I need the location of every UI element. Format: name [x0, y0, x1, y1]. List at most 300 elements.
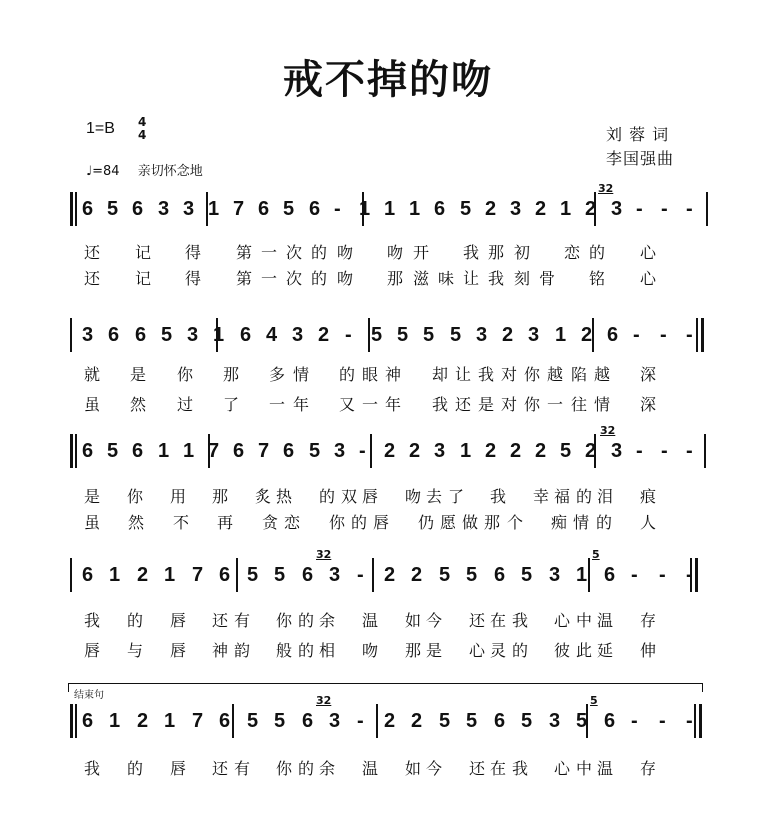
lyric-char: 唇 [170, 759, 187, 778]
bar-line [368, 318, 370, 352]
note: 5 [439, 710, 451, 732]
bar-line [695, 558, 698, 592]
lyric-char: 记 [135, 243, 152, 262]
extension-dash: - [636, 440, 643, 462]
grace-note-mark: 5 [590, 694, 598, 707]
note: 6 [309, 198, 321, 220]
note: 6 [607, 324, 619, 346]
bar-line [232, 704, 234, 738]
lyric-char: 在 [490, 611, 507, 630]
composer-credit: 李国强曲 [606, 149, 675, 168]
lyric-char: 中 [576, 611, 593, 630]
lyric-char: 情 [594, 395, 611, 414]
extension-dash: - [633, 324, 640, 346]
lyric-char: 的 [589, 243, 606, 262]
note: 2 [535, 440, 547, 462]
lyric-char: 泪 [597, 487, 614, 506]
lyric-char: 就 [84, 365, 101, 384]
lyric-char: 有 [234, 759, 251, 778]
lyric-char: 你 [276, 759, 293, 778]
expression-text: 亲切怀念地 [137, 164, 203, 179]
note: 6 [82, 198, 94, 220]
lyric-char: 中 [576, 759, 593, 778]
note: 1 [384, 198, 396, 220]
note: 5 [274, 710, 286, 732]
grace-note-mark: 5 [592, 548, 600, 561]
ending-label: 结束句 [74, 690, 104, 701]
lyric-char: 唇 [362, 487, 379, 506]
grace-note-mark: 32 [600, 424, 616, 437]
lyric-char: 存 [640, 611, 657, 630]
lyric-char: 年 [293, 395, 310, 414]
lyric-char: 我 [512, 611, 529, 630]
extension-dash: - [686, 440, 693, 462]
lyric-char: 的 [319, 487, 336, 506]
bar-line [592, 318, 594, 352]
score-system-4 [0, 548, 776, 596]
note: 5 [107, 440, 119, 462]
note: 1 [409, 198, 421, 220]
note: 6 [604, 710, 616, 732]
lyric-char: 是 [426, 641, 443, 660]
lyric-char: 你 [127, 487, 144, 506]
note: 6 [82, 564, 94, 586]
bar-line [696, 318, 698, 352]
time-signature [138, 116, 146, 142]
lyric-char: 记 [135, 269, 152, 288]
lyric-char: 还 [212, 611, 229, 630]
extension-dash: - [660, 324, 667, 346]
lyric-char: 愿 [440, 513, 457, 532]
lyric-line [0, 242, 776, 266]
extension-dash: - [631, 564, 638, 586]
bar-line [70, 192, 73, 226]
lyric-char: 吻 [337, 243, 354, 262]
lyric-char: 那 [488, 243, 505, 262]
lyric-char: 温 [597, 611, 614, 630]
note: 5 [450, 324, 462, 346]
lyric-char: 第 [236, 243, 253, 262]
bar-line [75, 434, 77, 468]
lyric-char: 过 [177, 395, 194, 414]
note: 6 [233, 440, 245, 462]
time-signature-top: 4 [138, 115, 147, 129]
lyric-char: 贪 [262, 513, 279, 532]
lyric-char: 深 [640, 365, 657, 384]
lyric-char: 延 [597, 641, 614, 660]
lyric-char: 伸 [640, 641, 657, 660]
lyric-char: 的 [298, 611, 315, 630]
bar-line [70, 558, 72, 592]
lyric-char: 你 [524, 365, 541, 384]
lyric-char: 那 [212, 487, 229, 506]
note: 1 [109, 710, 121, 732]
lyric-char: 的 [298, 641, 315, 660]
note: 3 [549, 564, 561, 586]
note: 4 [266, 324, 278, 346]
extension-dash: - [357, 710, 364, 732]
note: 1 [555, 324, 567, 346]
lyric-char: 相 [319, 641, 336, 660]
lyric-char: 那 [223, 365, 240, 384]
lyric-char: 福 [554, 487, 571, 506]
bar-line [699, 704, 702, 738]
note: 6 [302, 710, 314, 732]
lyric-char: 用 [170, 487, 187, 506]
lyric-line [0, 640, 776, 664]
ending-bracket [68, 683, 703, 692]
lyric-char: 了 [223, 395, 240, 414]
lyric-char: 我 [432, 395, 449, 414]
lyric-char: 余 [319, 611, 336, 630]
note: 6 [240, 324, 252, 346]
lyric-char: 吻 [387, 243, 404, 262]
lyric-char: 心 [554, 759, 571, 778]
note: 2 [485, 198, 497, 220]
note: 1 [109, 564, 121, 586]
extension-dash: - [334, 198, 341, 220]
note: 5 [560, 440, 572, 462]
lyric-char: 滋 [413, 269, 430, 288]
lyric-char: 让 [455, 365, 472, 384]
note: 1 [460, 440, 472, 462]
lyric-char: 一 [269, 395, 286, 414]
note: 6 [434, 198, 446, 220]
key-signature: 1=B [86, 120, 115, 137]
lyric-char: 彼 [554, 641, 571, 660]
lyric-char: 如 [405, 611, 422, 630]
note: 2 [585, 440, 597, 462]
note: 6 [258, 198, 270, 220]
note: 2 [409, 440, 421, 462]
lyric-char: 般 [276, 641, 293, 660]
lyric-char: 唇 [170, 641, 187, 660]
note: 2 [411, 564, 423, 586]
lyric-char: 的 [351, 513, 368, 532]
lyric-char: 我 [84, 611, 101, 630]
lyric-char: 多 [269, 365, 286, 384]
lyric-char: 的 [512, 641, 529, 660]
lyric-char: 铭 [589, 269, 606, 288]
note: 2 [384, 440, 396, 462]
lyric-char: 眼 [362, 365, 379, 384]
tempo-marking [86, 160, 203, 179]
note: 6 [132, 198, 144, 220]
lyric-char: 一 [362, 395, 379, 414]
grace-note-mark: 32 [316, 548, 332, 561]
lyric-char: 心 [640, 243, 657, 262]
lyric-char: 我 [478, 365, 495, 384]
bar-line [376, 704, 378, 738]
note: 3 [187, 324, 199, 346]
lyric-char: 越 [594, 365, 611, 384]
lyric-char: 此 [576, 641, 593, 660]
note: 7 [233, 198, 245, 220]
note: 2 [581, 324, 593, 346]
note: 5 [521, 710, 533, 732]
time-signature-bottom: 4 [138, 128, 147, 142]
lyric-char: 温 [597, 759, 614, 778]
lyric-char: 炙 [255, 487, 272, 506]
lyric-char: 吻 [405, 487, 422, 506]
extension-dash: - [686, 198, 693, 220]
note: 2 [384, 710, 396, 732]
lyric-char: 次 [286, 243, 303, 262]
note: 2 [502, 324, 514, 346]
lyric-char: 初 [514, 243, 531, 262]
lyric-char: 一 [261, 269, 278, 288]
lyric-line [0, 758, 776, 782]
bar-line [70, 318, 72, 352]
lyric-char: 一 [547, 395, 564, 414]
note: 3 [292, 324, 304, 346]
extension-dash: - [686, 710, 693, 732]
note: 6 [604, 564, 616, 586]
note: 5 [274, 564, 286, 586]
lyric-char: 神 [385, 365, 402, 384]
note: 5 [107, 198, 119, 220]
lyric-char: 唇 [170, 611, 187, 630]
lyric-char: 去 [426, 487, 443, 506]
note: 1 [213, 324, 225, 346]
note: 2 [384, 564, 396, 586]
lyric-char: 还 [84, 269, 101, 288]
lyric-char: 刻 [514, 269, 531, 288]
extension-dash: - [636, 198, 643, 220]
lyric-char: 有 [234, 611, 251, 630]
grace-note-mark: 32 [598, 182, 614, 195]
note: 7 [192, 564, 204, 586]
note: 6 [132, 440, 144, 462]
lyric-char: 的 [311, 243, 328, 262]
lyric-char: 开 [413, 243, 430, 262]
lyric-char: 不 [173, 513, 190, 532]
lyric-char: 吻 [362, 641, 379, 660]
note: 6 [302, 564, 314, 586]
note: 5 [371, 324, 383, 346]
lyric-char: 越 [547, 365, 564, 384]
note: 2 [535, 198, 547, 220]
note: 3 [158, 198, 170, 220]
bar-line [372, 558, 374, 592]
note: 3 [434, 440, 446, 462]
lyric-char: 你 [524, 395, 541, 414]
lyric-char: 如 [405, 759, 422, 778]
extension-dash: - [686, 564, 693, 586]
lyric-char: 年 [385, 395, 402, 414]
lyric-char: 了 [448, 487, 465, 506]
lyric-char: 个 [507, 513, 524, 532]
bar-line [694, 704, 696, 738]
note: 1 [164, 564, 176, 586]
lyric-char: 唇 [373, 513, 390, 532]
lyric-char: 恋 [564, 243, 581, 262]
lyric-char: 存 [640, 759, 657, 778]
lyric-char: 对 [501, 365, 518, 384]
lyric-char: 一 [261, 243, 278, 262]
lyric-char: 却 [432, 365, 449, 384]
note: 5 [439, 564, 451, 586]
lyric-char: 心 [554, 611, 571, 630]
lyric-char: 然 [130, 395, 147, 414]
note: 5 [247, 710, 259, 732]
lyric-char: 是 [130, 365, 147, 384]
lyric-char: 痕 [640, 487, 657, 506]
lyric-char: 你 [177, 365, 194, 384]
lyric-char: 对 [501, 395, 518, 414]
lyric-char: 虽 [84, 513, 101, 532]
lyric-char: 双 [341, 487, 358, 506]
score-system-2 [0, 316, 776, 356]
lyric-char: 是 [84, 487, 101, 506]
note: 1 [164, 710, 176, 732]
lyric-char: 的 [127, 611, 144, 630]
note: 3 [510, 198, 522, 220]
note: 2 [510, 440, 522, 462]
lyric-char: 痴 [551, 513, 568, 532]
lyric-char: 唇 [84, 641, 101, 660]
note: 5 [397, 324, 409, 346]
lyric-char: 我 [512, 759, 529, 778]
score-system-1 [0, 182, 776, 230]
note: 2 [137, 710, 149, 732]
lyric-char: 我 [84, 759, 101, 778]
bar-line [701, 318, 704, 352]
bar-line [70, 704, 73, 738]
lyric-char: 热 [276, 487, 293, 506]
note: 5 [423, 324, 435, 346]
lyric-char: 虽 [84, 395, 101, 414]
note: 6 [135, 324, 147, 346]
lyric-char: 韵 [234, 641, 251, 660]
note: 7 [208, 440, 220, 462]
note: 2 [485, 440, 497, 462]
lyric-char: 让 [463, 269, 480, 288]
note: 3 [611, 440, 623, 462]
extension-dash: - [357, 564, 364, 586]
bar-line [704, 434, 706, 468]
note: 2 [137, 564, 149, 586]
note: 5 [466, 564, 478, 586]
lyric-char: 还 [455, 395, 472, 414]
lyric-char: 还 [84, 243, 101, 262]
lyric-char: 温 [362, 759, 379, 778]
lyric-char: 陷 [571, 365, 588, 384]
note: 5 [576, 710, 588, 732]
lyric-char: 情 [573, 513, 590, 532]
lyric-char: 温 [362, 611, 379, 630]
lyric-char: 余 [319, 759, 336, 778]
lyric-char: 深 [640, 395, 657, 414]
note: 6 [108, 324, 120, 346]
bar-line [75, 704, 77, 738]
note: 3 [183, 198, 195, 220]
lyric-char: 的 [596, 513, 613, 532]
extension-dash: - [659, 564, 666, 586]
note: 3 [329, 710, 341, 732]
extension-dash: - [661, 198, 668, 220]
lyric-char: 那 [387, 269, 404, 288]
lyric-char: 的 [127, 759, 144, 778]
lyric-char: 心 [469, 641, 486, 660]
lyric-char: 我 [463, 243, 480, 262]
tempo-value: ♩=84 [86, 164, 120, 179]
lyric-char: 还 [469, 759, 486, 778]
note: 2 [318, 324, 330, 346]
lyric-char: 我 [488, 269, 505, 288]
lyric-char: 你 [329, 513, 346, 532]
lyric-char: 灵 [490, 641, 507, 660]
note: 3 [476, 324, 488, 346]
extension-dash: - [345, 324, 352, 346]
lyric-char: 做 [462, 513, 479, 532]
extension-dash: - [686, 324, 693, 346]
note: 7 [258, 440, 270, 462]
note: 5 [283, 198, 295, 220]
bar-line [70, 434, 73, 468]
lyric-char: 人 [640, 513, 657, 532]
note: 1 [359, 198, 371, 220]
bar-line [236, 558, 238, 592]
lyric-char: 又 [339, 395, 356, 414]
lyric-line [0, 268, 776, 292]
lyric-char: 心 [640, 269, 657, 288]
note: 6 [494, 564, 506, 586]
lyricist-credit: 刘 蓉 词 [606, 125, 670, 144]
extension-dash: - [659, 710, 666, 732]
note: 6 [219, 710, 231, 732]
note: 6 [494, 710, 506, 732]
lyric-char: 然 [128, 513, 145, 532]
note: 3 [82, 324, 94, 346]
note: 5 [460, 198, 472, 220]
note: 1 [576, 564, 588, 586]
lyric-char: 那 [405, 641, 422, 660]
note: 3 [329, 564, 341, 586]
song-title: 戒不掉的吻 [283, 57, 493, 103]
note: 6 [283, 440, 295, 462]
note: 7 [192, 710, 204, 732]
note: 1 [560, 198, 572, 220]
lyric-line [0, 394, 776, 418]
lyric-char: 的 [298, 759, 315, 778]
lyric-char: 再 [217, 513, 234, 532]
lyric-char: 与 [127, 641, 144, 660]
lyric-char: 第 [236, 269, 253, 288]
bar-line [588, 558, 590, 592]
lyric-char: 是 [478, 395, 495, 414]
note: 6 [219, 564, 231, 586]
score-system-3 [0, 424, 776, 472]
note: 3 [528, 324, 540, 346]
lyric-char: 往 [571, 395, 588, 414]
bar-line [706, 192, 708, 226]
note: 3 [334, 440, 346, 462]
lyric-char: 骨 [539, 269, 556, 288]
lyric-line [0, 610, 776, 634]
lyric-char: 的 [576, 487, 593, 506]
lyric-char: 吻 [337, 269, 354, 288]
note: 5 [247, 564, 259, 586]
lyric-char: 情 [293, 365, 310, 384]
lyric-char: 的 [339, 365, 356, 384]
lyric-char: 得 [185, 269, 202, 288]
note: 1 [208, 198, 220, 220]
lyric-line [0, 512, 776, 536]
lyric-char: 我 [490, 487, 507, 506]
note: 1 [183, 440, 195, 462]
lyric-char: 恋 [284, 513, 301, 532]
